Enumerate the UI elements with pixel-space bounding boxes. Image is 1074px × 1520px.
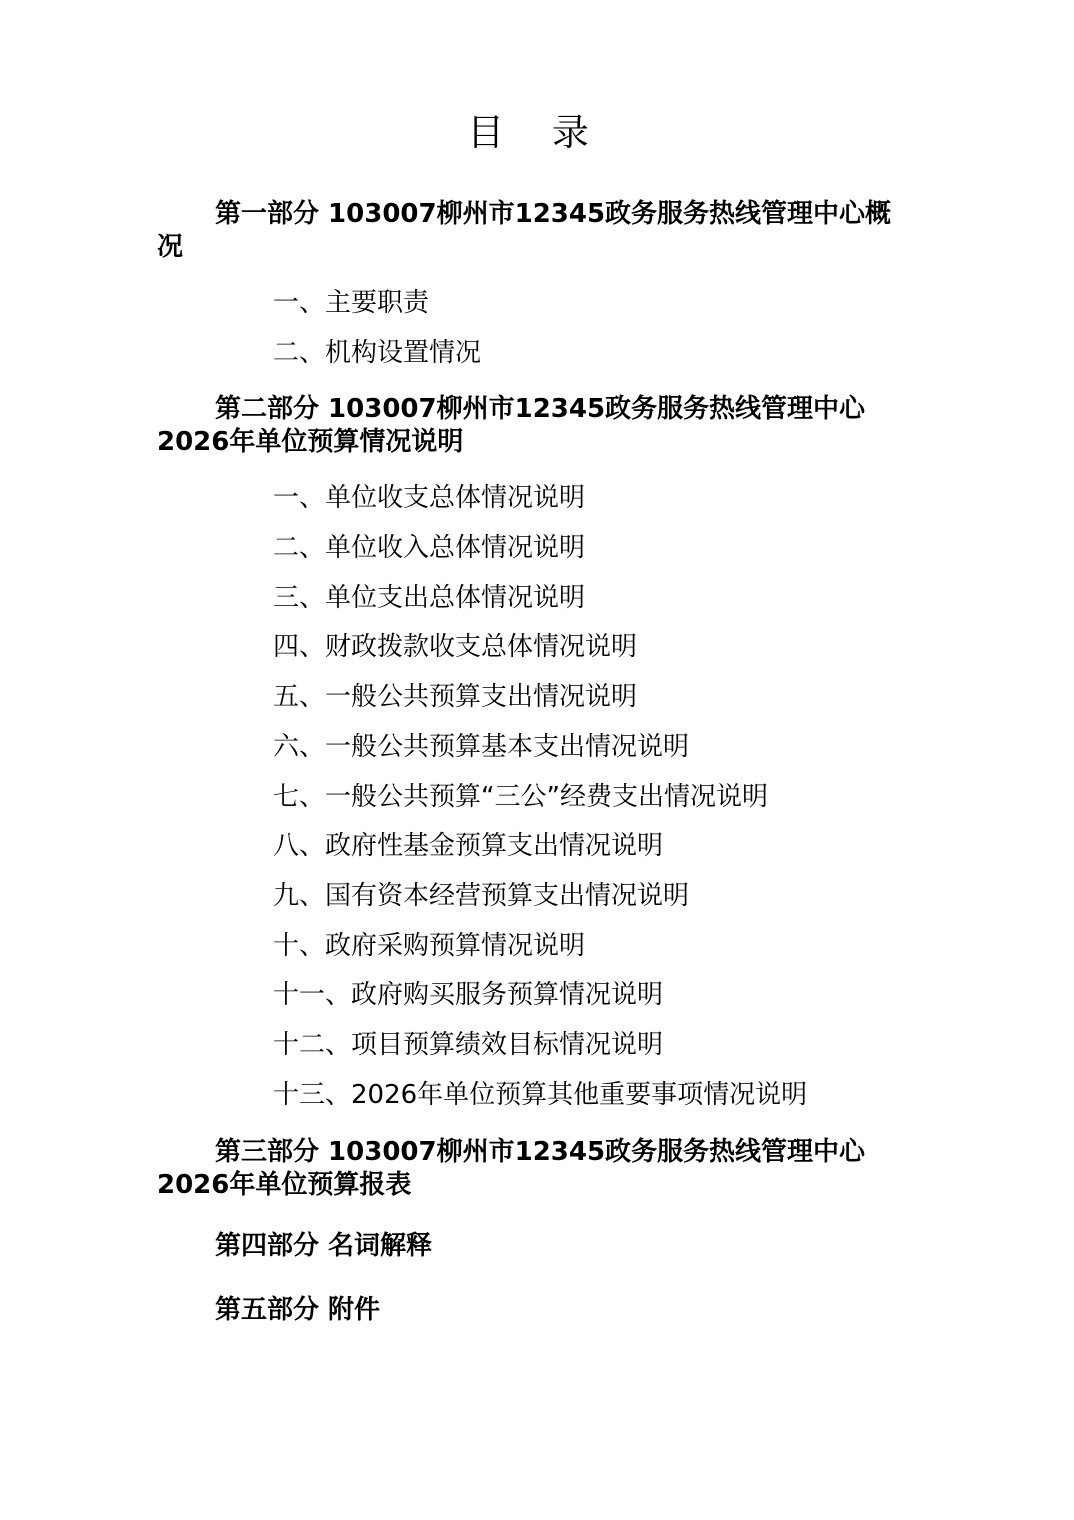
toc-part-2-item-4[interactable]: 四、财政拨款收支总体情况说明 — [273, 632, 638, 662]
toc-part-2-item-6[interactable]: 六、一般公共预算基本支出情况说明 — [273, 732, 690, 762]
toc-part-2-item-7[interactable]: 七、一般公共预算“三公”经费支出情况说明 — [273, 782, 768, 812]
toc-part-2-heading[interactable]: 第二部分 103007柳州市12345政务服务热线管理中心2026年单位预算情况说明 — [157, 394, 866, 457]
toc-part-1-item-2[interactable]: 二、机构设置情况 — [273, 338, 482, 368]
toc-part-2-item-12[interactable]: 十二、项目预算绩效目标情况说明 — [273, 1030, 664, 1060]
toc-part-2-item-3[interactable]: 三、单位支出总体情况说明 — [273, 583, 586, 613]
toc-part-2-item-8[interactable]: 八、政府性基金预算支出情况说明 — [273, 831, 664, 861]
toc-part-1-item-1[interactable]: 一、主要职责 — [273, 288, 430, 318]
toc-part-2-item-9[interactable]: 九、国有资本经营预算支出情况说明 — [273, 881, 690, 911]
toc-part-2-item-5[interactable]: 五、一般公共预算支出情况说明 — [273, 682, 638, 712]
page-title: 目 录 — [467, 111, 607, 154]
toc-part-2-item-2[interactable]: 二、单位收入总体情况说明 — [273, 533, 586, 563]
toc-part-2-item-13[interactable]: 十三、2026年单位预算其他重要事项情况说明 — [273, 1080, 808, 1110]
toc-part-2-item-10[interactable]: 十、政府采购预算情况说明 — [273, 931, 586, 961]
toc-part-3-heading[interactable]: 第三部分 103007柳州市12345政务服务热线管理中心2026年单位预算报表 — [157, 1137, 866, 1200]
toc-part-2-item-11[interactable]: 十一、政府购买服务预算情况说明 — [273, 980, 664, 1010]
toc-part-2-item-1[interactable]: 一、单位收支总体情况说明 — [273, 483, 586, 513]
toc-part-1-heading[interactable]: 第一部分 103007柳州市12345政务服务热线管理中心概况 — [157, 199, 892, 262]
toc-part-5-heading[interactable]: 第五部分 附件 — [215, 1295, 381, 1325]
toc-part-4-heading[interactable]: 第四部分 名词解释 — [215, 1231, 433, 1261]
